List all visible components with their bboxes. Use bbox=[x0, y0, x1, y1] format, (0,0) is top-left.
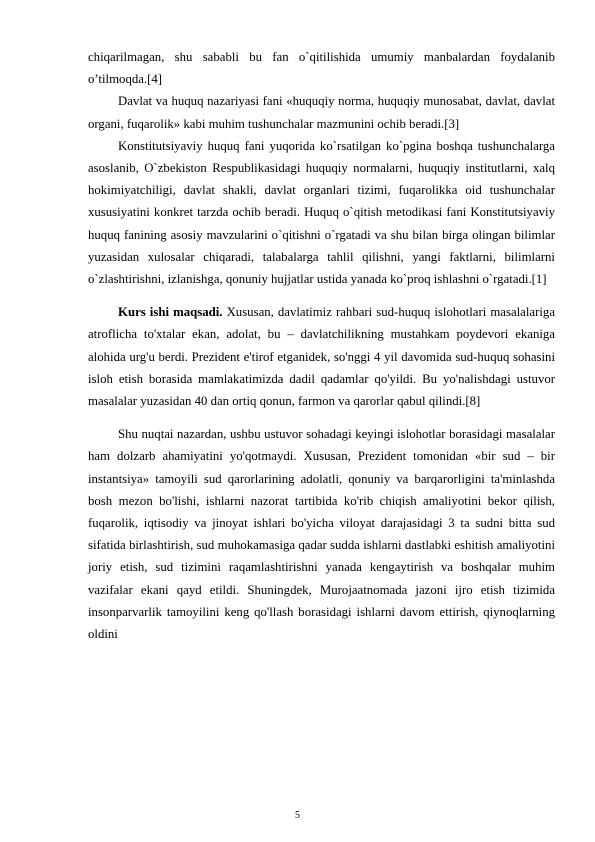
paragraph-5 bbox=[88, 423, 555, 645]
paragraph-text: Konstitutsiyaviy huquq fani yuqorida ko`rsatilgan ko`pgina boshqa tushunchalarga asoslanib, O`zbekiston Respublikasidagi huquqiy normalarni, huquqiy institutlarni, xalq hokimiyatchiligi, davlat shakli, davlat organlari tizimi, fuqarolikka oid tushunchalar xususiyatini konkret tarzda ochib beradi. Huquq o`qitish metodikasi fani Konstitutsiyaviy huquq fanining asosiy mavzularini o`qitishni o`rgatadi va shu bilan birga olingan bilimlar yuzasidan xulosalar chiqaradi, talabalarga tahlil qilishni, yangi faktlarni, bilimlarni o`zlashtirishni, izlanishga, qonuniy hujjatlar ustida yanada ko`proq ishlashni o`rgatadi.[1] bbox=[88, 138, 555, 287]
paragraph-1 bbox=[88, 46, 555, 90]
paragraph-text: Shu nuqtai nazardan, ushbu ustuvor sohadagi keyingi islohotlar borasidagi masalalar ham dolzarb ahamiyatini yo'qotmaydi. Xususan, Prezident tomonidan «bir sud – bir instantsiya» tamoyili sud qarorlarining adolatli, qonuniy va barqarorligini ta'minlashda bosh mezon bo'lishi, ishlarni nazorat tartibida ko'rib chiqish amaliyotini bekor qilish, fuqarolik, iqtisodiy va jinoyat ishlari bo'yicha viloyat darajasidagi 3 ta sudni bitta sud sifatida birlashtirish, sud muhokamasiga qadar sudda ishlarni dastlabki eshitish amaliyotini joriy etish, sud tizimini raqamlashtirishni yanada kengaytirish va boshqalar muhim vazifalar ekani qayd etildi. Shuningdek, Murojaatnomada jazoni ijro etish tizimida insonparvarlik tamoyilini keng qo'llash borasidagi ishlarni davom ettirish, qiynoqlarning oldini bbox=[88, 427, 555, 642]
paragraph-2 bbox=[88, 90, 555, 134]
paragraph-text: Xususan, davlatimiz rahbari sud-huquq islohotlari masalalariga atroflicha to'xtalar ekan, adolat, bu – davlatchilikning mustahkam poydevori ekaniga alohida urg'u berdi. Prezident e'tirof etganidek, so'nggi 4 yil davomida sud-huquq sohasini isloh etish borasida mamlakatimizda dadil qadamlar qo'yildi. Bu yo'nalishdagi ustuvor masalalar yuzasidan 40 dan ortiq qonun, farmon va qarorlar qabul qilindi.[8] bbox=[88, 305, 555, 409]
paragraph-text: chiqarilmagan, shu sababli bu fan o`qitilishida umumiy manbalardan foydalanib o’tilmoqda.[4] bbox=[88, 50, 555, 87]
page-number: 5 bbox=[295, 810, 300, 821]
paragraph-4 bbox=[88, 301, 555, 412]
paragraph-text: Davlat va huquq nazariyasi fani «huquqiy norma, huquqiy munosabat, davlat, davlat organi, fuqarolik» kabi muhim tushunchalar mazmunini ochib beradi.[3] bbox=[88, 94, 555, 131]
document-page bbox=[88, 46, 555, 645]
paragraph-lead-kurs-ishi-maqsadi: Kurs ishi maqsadi. bbox=[118, 305, 223, 320]
paragraph-3 bbox=[88, 135, 555, 290]
